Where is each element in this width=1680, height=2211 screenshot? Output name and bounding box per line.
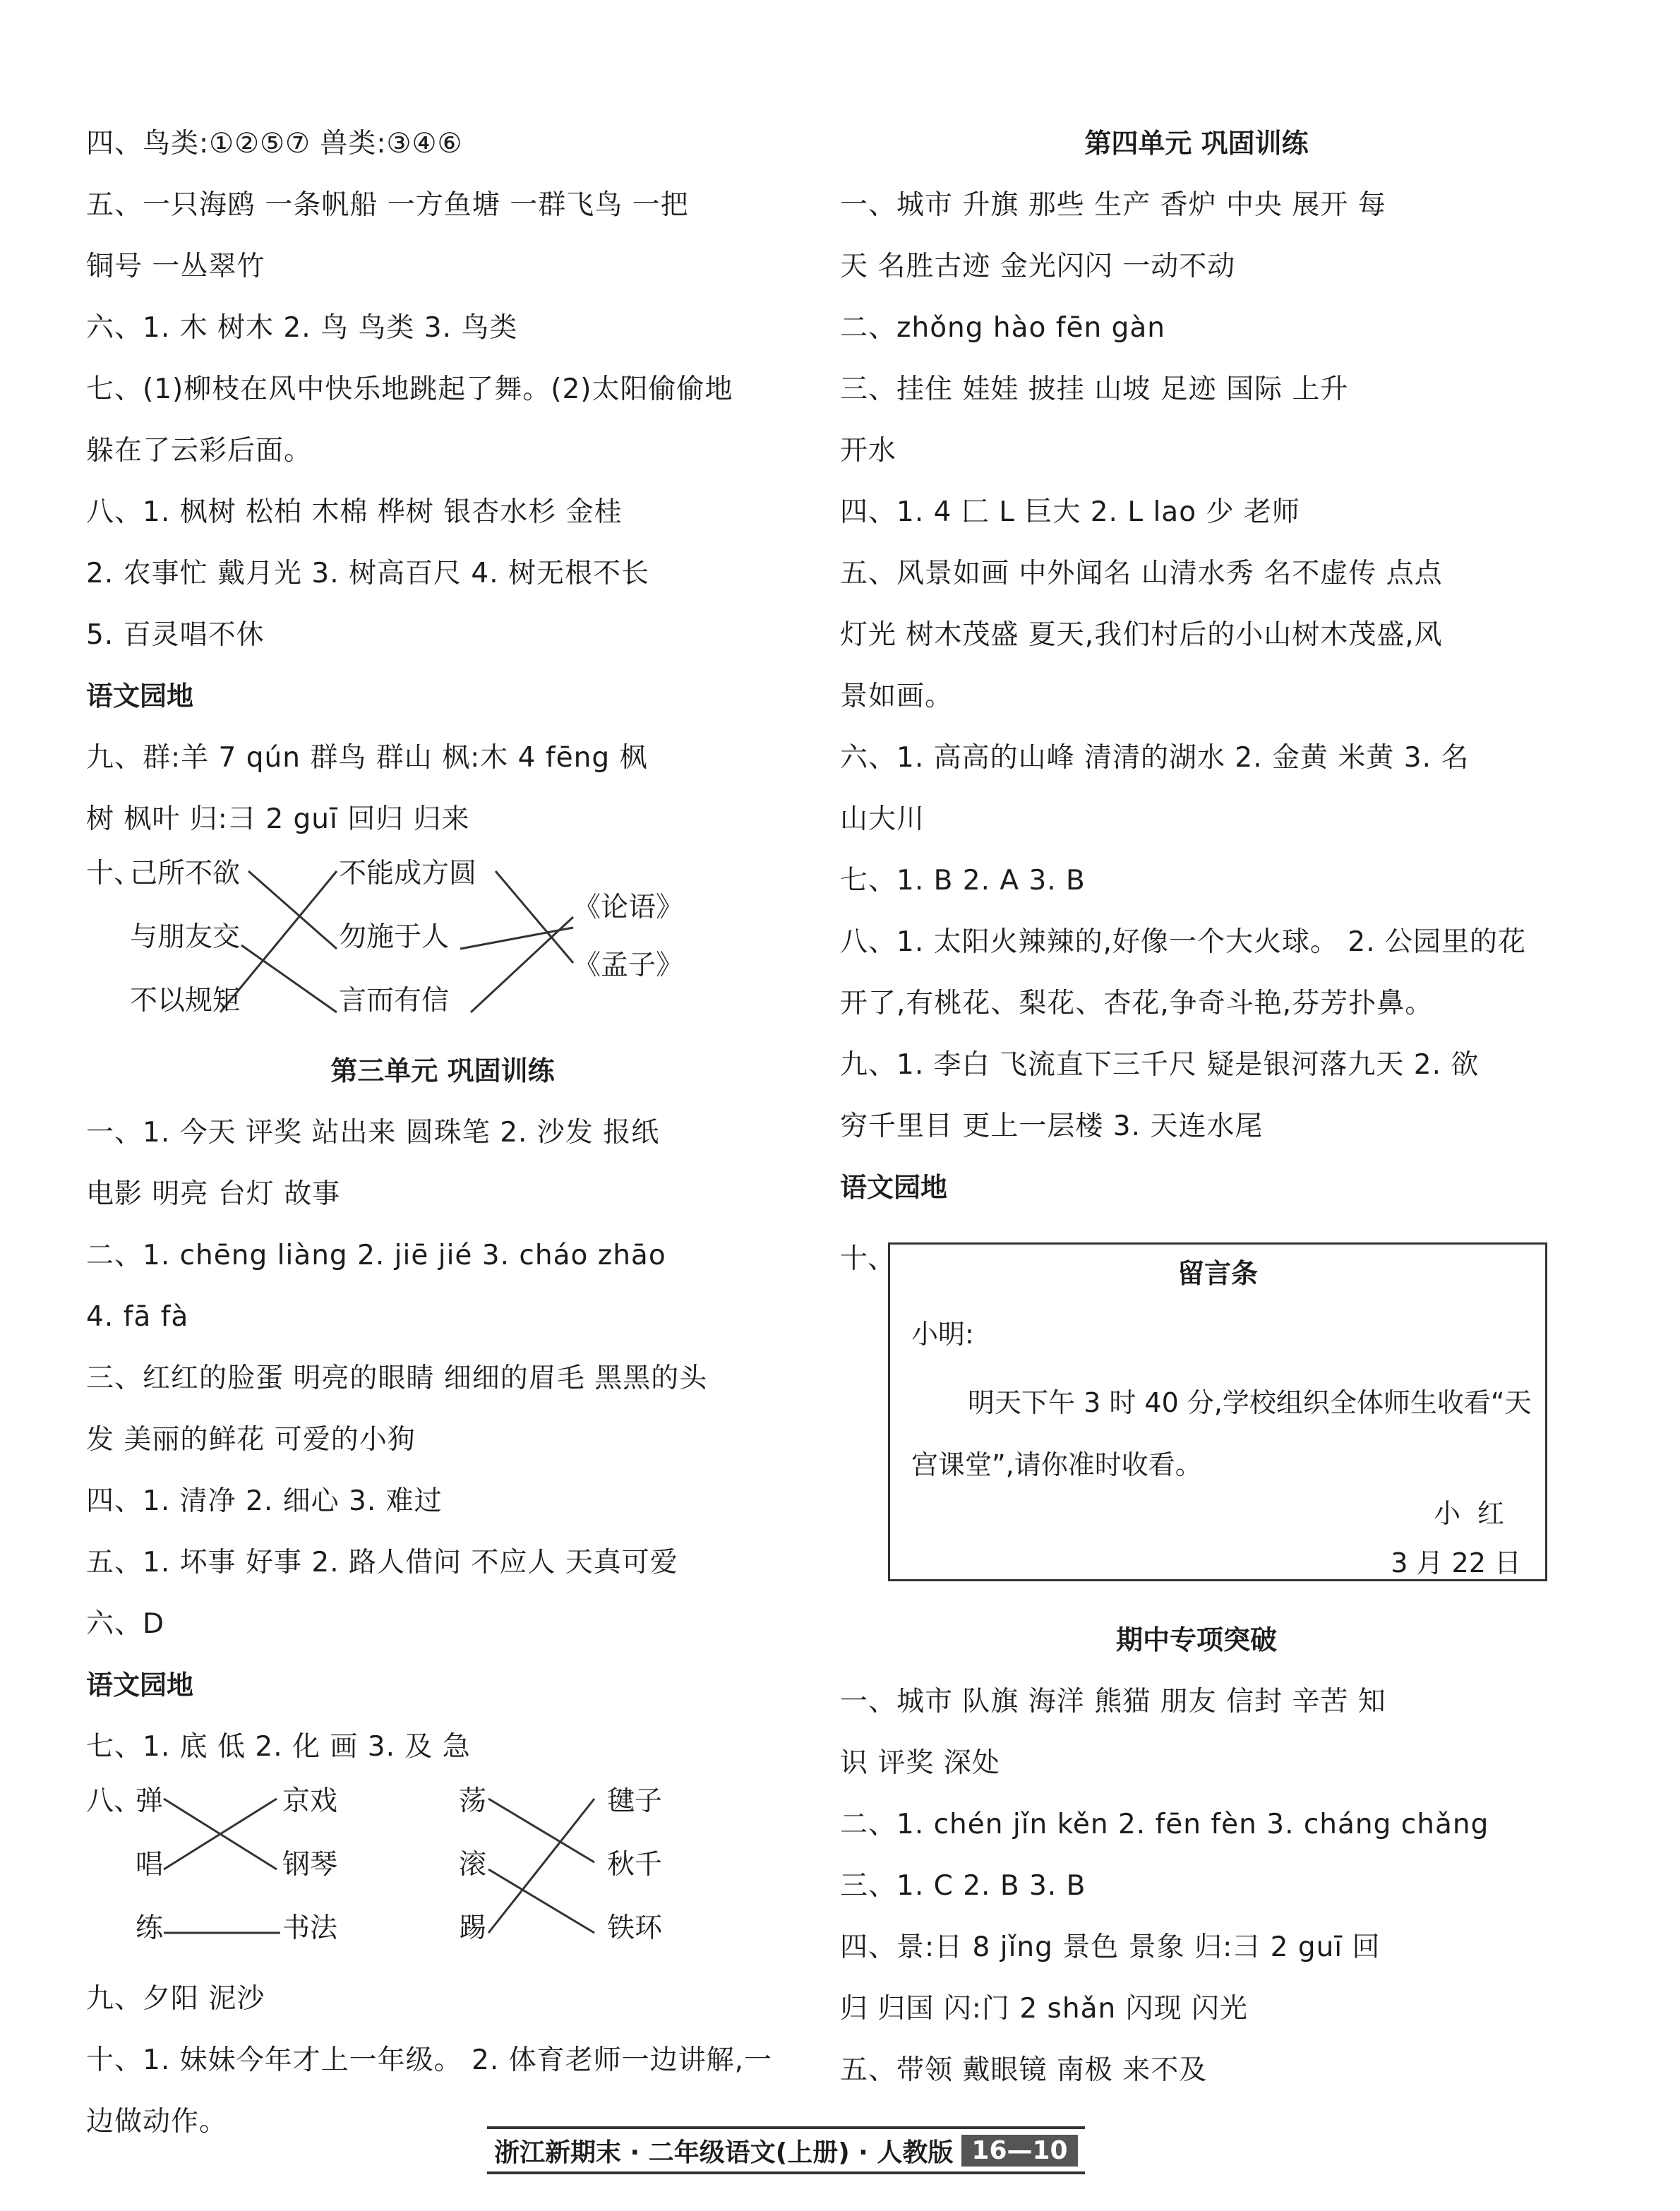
answer-line: 一、1. 今天 评奖 站出来 圆珠笔 2. 沙发 报纸 xyxy=(86,1117,660,1149)
match-item: 毽子 xyxy=(607,1785,663,1817)
answer-line: 5. 百灵唱不休 xyxy=(86,619,265,651)
answer-line: 七、(1)柳枝在风中快乐地跳起了舞。(2)太阳偷偷地 xyxy=(86,373,733,405)
answer-line: 九、夕阳 泥沙 xyxy=(86,1983,265,2015)
match-item: 《论语》 xyxy=(573,892,684,923)
answer-line: 二、1. chén jǐn kěn 2. fēn fèn 3. cháng chǎng xyxy=(840,1809,1489,1840)
answer-line: 六、D xyxy=(86,1608,165,1640)
match-item: 《孟子》 xyxy=(573,949,684,981)
match-item: 京戏 xyxy=(282,1785,338,1817)
answer-line: 四、鸟类:①②⑤⑦ 兽类:③④⑥ xyxy=(86,128,463,160)
answer-line: 八、1. 太阳火辣辣的,好像一个大火球。 2. 公园里的花 xyxy=(840,926,1527,958)
answer-line: 识 评奖 深处 xyxy=(840,1747,1000,1779)
match-item: 己所不欲 xyxy=(130,858,241,889)
match-item: 不以规矩 xyxy=(130,985,241,1017)
answer-line: 六、1. 高高的山峰 清清的湖水 2. 金黄 米黄 3. 名 xyxy=(840,742,1470,774)
answer-line: 归 归国 闪:门 2 shǎn 闪现 闪光 xyxy=(840,1993,1248,2025)
answer-line: 三、挂住 娃娃 披挂 山坡 足迹 国际 上升 xyxy=(840,373,1349,405)
matching-exercise-ten xyxy=(86,850,799,1041)
match-prefix: 八、 xyxy=(86,1785,142,1817)
answer-line: 铜号 一丛翠竹 xyxy=(86,251,265,282)
matching-lines xyxy=(86,1778,799,1968)
answer-line: 五、风景如画 中外闻名 山清水秀 名不虚传 点点 xyxy=(840,558,1443,589)
answer-line: 七、1. B 2. A 3. B xyxy=(840,865,1086,897)
answer-line: 二、zhǒng hào fēn gàn xyxy=(840,312,1166,344)
answer-line: 树 枫叶 归:彐 2 guī 回归 归来 xyxy=(86,803,470,835)
match-item: 弹 xyxy=(136,1785,164,1817)
answer-line: 穷千里目 更上一层楼 3. 天连水尾 xyxy=(840,1110,1264,1142)
unit-title: 第三单元 巩固训练 xyxy=(330,1055,555,1086)
right-column-lower xyxy=(840,1610,1553,2101)
answer-line: 七、1. 底 低 2. 化 画 3. 及 急 xyxy=(86,1731,471,1763)
answer-line: 四、1. 4 匚 L 巨大 2. L lao 少 老师 xyxy=(840,496,1300,528)
answer-line: 十、1. 妹妹今年才上一年级。 2. 体育老师一边讲解,一 xyxy=(86,2044,773,2076)
page-number: 16—10 xyxy=(961,2135,1077,2167)
note-prefix: 十、 xyxy=(840,1243,896,1275)
answer-line: 四、1. 清净 2. 细心 3. 难过 xyxy=(86,1485,443,1517)
footer-title: 浙江新期末 · 二年级语文(上册) · 人教版 xyxy=(494,2138,954,2167)
match-item: 踢 xyxy=(459,1912,487,1944)
match-item: 秋千 xyxy=(607,1849,663,1881)
answer-line: 五、1. 坏事 好事 2. 路人借问 不应人 天真可爱 xyxy=(86,1547,678,1578)
match-item: 言而有信 xyxy=(339,985,450,1017)
unit-title: 期中专项突破 xyxy=(1115,1624,1277,1655)
note-signature: 小红 xyxy=(1433,1498,1521,1529)
match-item: 滚 xyxy=(459,1849,487,1881)
match-item: 书法 xyxy=(282,1912,338,1944)
answer-line: 八、1. 枫树 松柏 木棉 桦树 银杏水杉 金桂 xyxy=(86,496,623,528)
answer-line: 五、带领 戴眼镜 南极 来不及 xyxy=(840,2054,1208,2086)
match-item: 练 xyxy=(136,1912,164,1944)
answer-line: 五、一只海鸥 一条帆船 一方鱼塘 一群飞鸟 一把 xyxy=(86,189,689,221)
note-date: 3 月 22 日 xyxy=(1391,1547,1521,1578)
answer-line: 六、1. 木 树木 2. 鸟 鸟类 3. 鸟类 xyxy=(86,312,518,344)
note-body: 明天下午 3 时 40 分,学校组织全体师生收看“天宫课堂”,请你准时收看。 xyxy=(911,1387,1532,1480)
answer-line: 九、群:羊 7 qún 群鸟 群山 枫:木 4 fēng 枫 xyxy=(86,742,648,774)
match-item: 钢琴 xyxy=(282,1849,338,1881)
left-column xyxy=(86,113,799,2152)
match-item: 铁环 xyxy=(607,1912,663,1944)
answer-line: 边做动作。 xyxy=(86,2106,228,2138)
answer-line: 景如画。 xyxy=(840,681,954,712)
answer-line: 电影 明亮 台灯 故事 xyxy=(86,1178,341,1210)
answer-line: 三、1. C 2. B 3. B xyxy=(840,1870,1086,1902)
page-footer xyxy=(487,2126,1085,2174)
message-note-box xyxy=(888,1242,1547,1581)
right-column xyxy=(840,113,1553,1218)
answer-line: 三、红红的脸蛋 明亮的眼睛 细细的眉毛 黑黑的头 xyxy=(86,1362,708,1394)
section-heading: 语文园地 xyxy=(840,1172,948,1203)
answer-line: 山大川 xyxy=(840,803,925,835)
answer-line: 九、1. 李白 飞流直下三千尺 疑是银河落九天 2. 欲 xyxy=(840,1049,1480,1081)
answer-line: 躲在了云彩后面。 xyxy=(86,435,313,467)
match-prefix: 十、 xyxy=(86,858,142,889)
answer-line: 四、景:日 8 jǐng 景色 景象 归:彐 2 guī 回 xyxy=(840,1931,1381,1963)
answer-line: 发 美丽的鲜花 可爱的小狗 xyxy=(86,1424,416,1456)
match-item: 唱 xyxy=(136,1849,164,1881)
answer-line: 二、1. chēng liàng 2. jiē jié 3. cháo zhāo xyxy=(86,1240,666,1271)
answer-line: 一、城市 升旗 那些 生产 香炉 中央 展开 每 xyxy=(840,189,1386,221)
answer-line: 天 名胜古迹 金光闪闪 一动不动 xyxy=(840,251,1236,282)
answer-line: 开了,有桃花、梨花、杏花,争奇斗艳,芬芳扑鼻。 xyxy=(840,988,1434,1019)
match-item: 荡 xyxy=(459,1785,487,1817)
match-item: 勿施于人 xyxy=(339,921,450,953)
answer-line: 一、城市 队旗 海洋 熊猫 朋友 信封 辛苦 知 xyxy=(840,1686,1386,1718)
note-recipient: 小明: xyxy=(911,1319,974,1350)
section-heading: 语文园地 xyxy=(86,1670,194,1701)
matching-exercise-eight xyxy=(86,1778,799,1968)
section-heading: 语文园地 xyxy=(86,681,194,712)
answer-line: 4. fā fà xyxy=(86,1301,189,1333)
note-title: 留言条 xyxy=(1177,1258,1258,1289)
answer-line: 灯光 树木茂盛 夏天,我们村后的小山树木茂盛,风 xyxy=(840,619,1443,651)
answer-line: 2. 农事忙 戴月光 3. 树高百尺 4. 树无根不长 xyxy=(86,558,650,589)
unit-title: 第四单元 巩固训练 xyxy=(1084,128,1309,159)
match-item: 不能成方圆 xyxy=(339,858,477,889)
answer-line: 开水 xyxy=(840,435,897,467)
match-item: 与朋友交 xyxy=(130,921,241,953)
